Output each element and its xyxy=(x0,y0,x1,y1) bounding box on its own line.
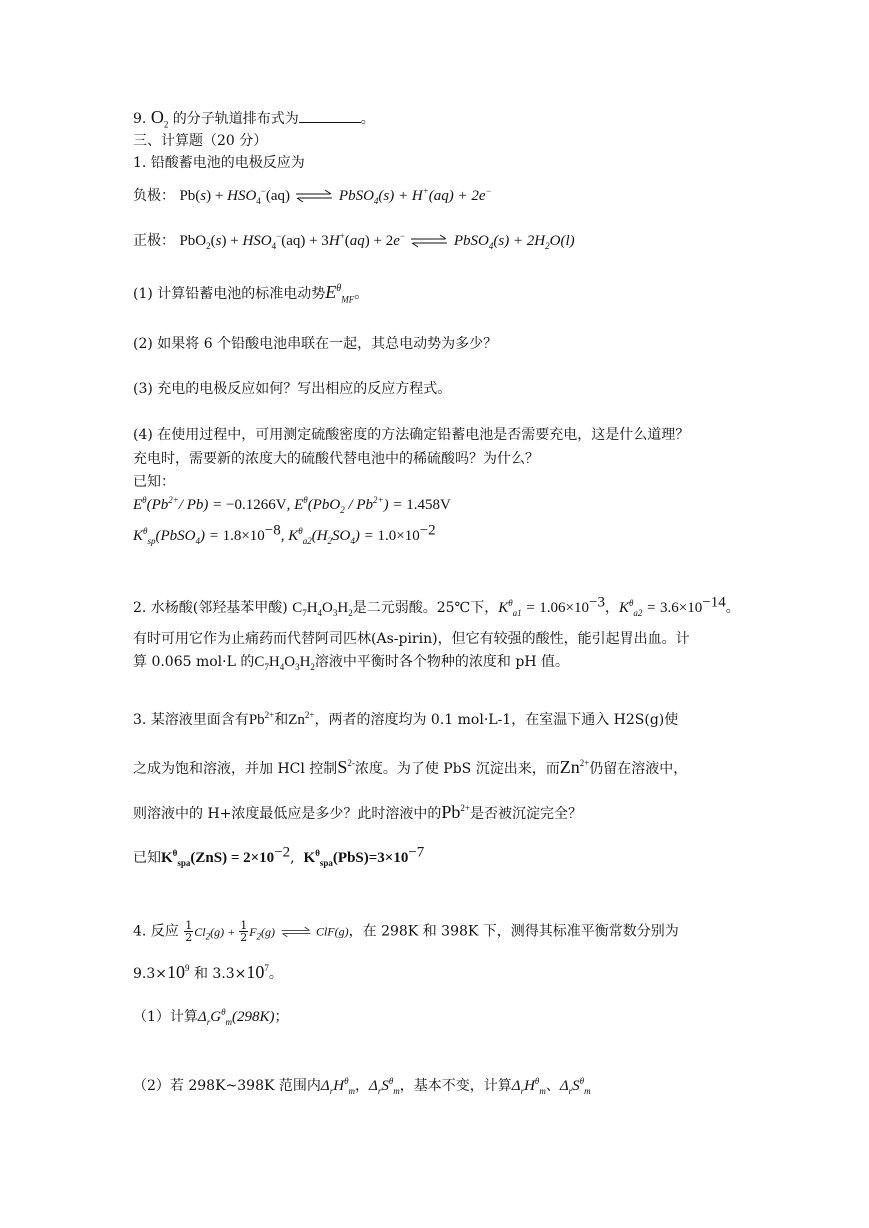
electrode-potentials: $E^\theta(Pb^{2+}/$ Pb) = −0.1266V, $E^\theta(PbO_2 / Pb^{2+}) = 1.458V$ xyxy=(133,495,451,515)
answer-blank xyxy=(299,109,361,123)
problem-3-line3: 则溶液中的 H+浓度最低应是多少？此时溶液中的$Pb^{2+}$是否被沉淀完全？ xyxy=(133,802,582,822)
question-1-4-line1: (4) 在使用过程中，可用测定硫酸密度的方法确定铅蓄电池是否需要充电，这是什么道理？ xyxy=(133,427,690,443)
equilibrium-arrow-icon xyxy=(409,234,449,248)
known-label: 已知： xyxy=(133,474,175,490)
question-1-3: (3) 充电的电极反应如何？写出相应的反应方程式。 xyxy=(133,381,452,397)
positive-electrode-equation: 正极： $PbO_2(s) + HSO_4^-(aq) + 3H^+(aq) + 2e^-$ PbSO$_4$(s) + $2H_2O(l)$ xyxy=(133,231,575,251)
problem-3-line2: 之成为饱和溶液，并加 HCl 控制$S^{2-}$浓度。为了使 PbS 沉淀出来，而$Zn^{2+}$仍留在溶液中， xyxy=(133,757,688,777)
constants-line: $K^\theta_{sp}(PbSO_4) = 1.8\times 10^{-8}$, $K^\theta_{a2}(H_2SO_4) = 1.0\times 10^{-2}$ xyxy=(133,522,436,546)
question-1-4-line2: 充电时，需要新的浓度大的硫酸代替电池中的稀硫酸吗？为什么？ xyxy=(133,451,539,467)
problem-4-line1: 4. 反应 $\frac{1}{2}$ $Cl_2(g)$ + $\frac{1}{2}$ $F_2(g)$ ClF(g)，在 298K 和 398K 下，测得其标准平衡常数分别为 xyxy=(133,919,679,944)
equilibrium-arrow-icon xyxy=(280,925,312,939)
question-1-1: (1) 计算铅蓄电池的标准电动势$E^\theta_{MF}$。 xyxy=(133,282,369,305)
o2-formula: $O_2$ xyxy=(150,107,169,130)
question-9: 9. $O_2$ 的分子轨道排布式为 。 xyxy=(133,107,375,130)
problem-4-line2: $9.3\times 10^9$ 和 $3.3\times 10^7$。 xyxy=(133,962,283,982)
problem-2-line1: 2. 水杨酸(邻羟基苯甲酸) $C_7H_4O_3H_2$是二元弱酸。25℃下，$K^\theta_{a1} = 1.06\times 10^{-3}$，$K^\theta_{a2} = 3.6\times 10^{-14}$。 xyxy=(133,594,740,618)
problem-3-line1: 3. 某溶液里面含有$Pb^{2+}$和$Zn^{2+}$，两者的溶度均为 0.1 mol·L-1，在室温下通入 H2S(g)使 xyxy=(133,710,679,728)
negative-electrode-equation: 负极： $Pb(s) + HSO_4^-(aq)$ PbSO$_4$(s) + H+(aq) + 2e− xyxy=(133,186,492,206)
problem-2-line2: 有时可用它作为止痛药而代替阿司匹林(As-pirin)，但它有较强的酸性，能引起胃出血。计 xyxy=(133,631,690,647)
problem-2-line3: 算 0.065 mol·L 的$C_7H_4O_3H_2$溶液中平衡时各个物种的浓度和 pH 值。 xyxy=(133,654,569,672)
salicylic-acid-formula: $C_7H_4O_3H_2$ xyxy=(292,600,353,618)
section-heading: 三、计算题（20 分） xyxy=(133,133,268,149)
problem-1-intro: 1. 铅酸蓄电池的电极反应为 xyxy=(133,155,305,171)
question-4-2: （2）若 298K~398K 范围内$\Delta_rH^\theta_m$，$\Delta_rS^\theta_m$，基本不变，计算$\Delta_rH^\theta_m$、$\Delta_rS^\theta_m$ xyxy=(133,1076,591,1096)
question-4-1: （1）计算$\Delta_rG^\theta_m(298K)$； xyxy=(133,1007,289,1027)
problem-3-known: 已知$K^\theta_{spa}(ZnS) = 2\times 10^{-2}$, $K^\theta_{spa}(PbS)=3\times 10^{-7}$ xyxy=(133,844,425,868)
question-1-2: (2) 如果将 6 个铅酸电池串联在一起，其总电动势为多少？ xyxy=(133,336,498,352)
equilibrium-arrow-icon xyxy=(294,189,334,203)
